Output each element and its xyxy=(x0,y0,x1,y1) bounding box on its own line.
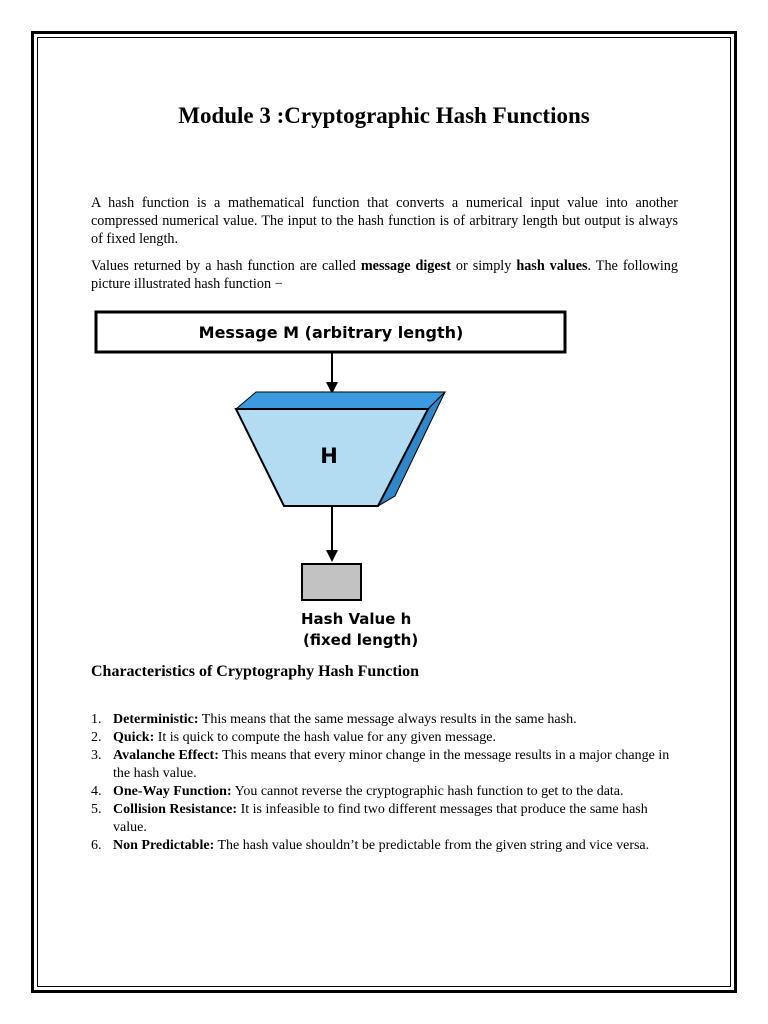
intro-paragraph: A hash function is a mathematical function that converts a numerical input value into another compressed numerical value. The input to the hash function is of arbitrary length but output is always of fixed length. xyxy=(91,195,678,247)
list-item-text: You cannot reverse the cryptographic hash function to get to the data. xyxy=(231,784,624,799)
function-top-face xyxy=(236,392,445,409)
list-item-term: Collision Resistance: xyxy=(113,802,238,817)
values-text-3: . The following picture illustrated hash function − xyxy=(91,258,678,292)
term-message-digest: message digest xyxy=(360,258,451,274)
values-text-2: or simply xyxy=(450,258,517,274)
list-item xyxy=(91,837,681,855)
list-item-text: The hash value shouldn’t be predictable from the given string and vice versa. xyxy=(214,838,650,853)
term-hash-values: hash values xyxy=(516,258,588,274)
list-item-number: 2. xyxy=(91,730,102,745)
list-item-term: Non Predictable: xyxy=(113,838,215,853)
list-item-term: Deterministic: xyxy=(113,712,199,727)
characteristics-heading: Characteristics of Cryptography Hash Function xyxy=(91,663,419,680)
list-item-text: It is infeasible to find two different messages that produce the same hash value. xyxy=(113,802,648,835)
output-label-line1: Hash Value h xyxy=(301,610,412,628)
message-box-label: Message M (arbitrary length) xyxy=(198,323,464,342)
list-item-term: One-Way Function: xyxy=(113,784,232,799)
list-item-number: 4. xyxy=(91,784,102,799)
values-text-1: Values returned by a hash function are called xyxy=(91,258,361,274)
list-item-text: This means that the same message always results in the same hash. xyxy=(198,712,577,727)
hash-function-diagram xyxy=(91,308,581,658)
list-item-number: 6. xyxy=(91,838,102,853)
list-item-text: This means that every minor change in the message results in a major change in the hash value. xyxy=(113,748,670,781)
function-label: H xyxy=(320,444,338,468)
list-item xyxy=(91,783,681,801)
list-item-number: 5. xyxy=(91,802,102,817)
list-item xyxy=(91,711,681,729)
values-paragraph xyxy=(91,257,678,293)
list-item xyxy=(91,747,681,783)
list-item-term: Quick: xyxy=(113,730,155,745)
list-item-number: 3. xyxy=(91,748,102,763)
list-item-term: Avalanche Effect: xyxy=(113,748,219,763)
output-label-line2: (fixed length) xyxy=(303,631,419,649)
page-title: Module 3 :Cryptographic Hash Functions xyxy=(178,103,590,128)
list-item-number: 1. xyxy=(91,712,102,727)
arrow-head-bottom-icon xyxy=(326,550,338,562)
list-item-text: It is quick to compute the hash value for any given message. xyxy=(154,730,496,745)
characteristics-list xyxy=(91,711,681,855)
list-item xyxy=(91,801,681,837)
hash-output-box xyxy=(302,564,361,600)
list-item xyxy=(91,729,681,747)
